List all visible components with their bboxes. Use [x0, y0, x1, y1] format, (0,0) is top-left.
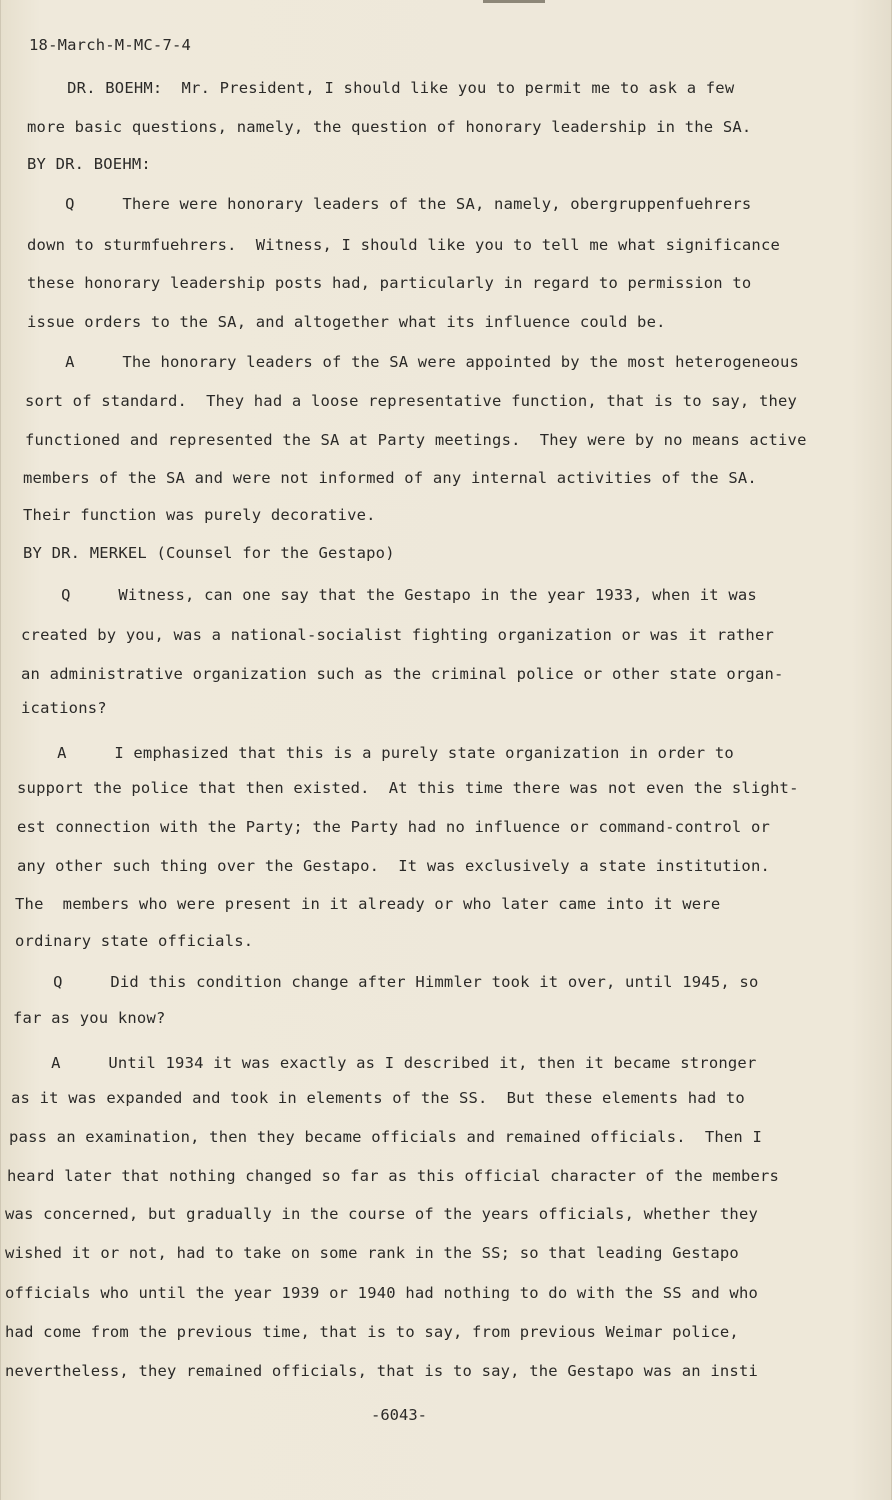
transcript-line: any other such thing over the Gestapo. It was exclusively a state institution.: [17, 857, 771, 875]
transcript-line: Q There were honorary leaders of the SA, namely, obergruppenfuehrers: [27, 195, 752, 213]
transcript-line: members of the SA and were not informed of any internal activities of the SA.: [23, 469, 757, 487]
header-reference: 18-March-M-MC-7-4: [29, 36, 192, 54]
transcript-line: ications?: [21, 699, 107, 717]
transcript-line: ordinary state officials.: [15, 932, 254, 950]
transcript-line: Q Did this condition change after Himmler took it over, until 1945, so: [15, 973, 759, 991]
transcript-line: A The honorary leaders of the SA were appointed by the most heterogeneous: [27, 353, 800, 371]
transcript-line: The members who were present in it already or who later came into it were: [15, 895, 721, 913]
transcript-line: BY DR. MERKEL (Counsel for the Gestapo): [23, 544, 395, 562]
transcript-line: Their function was purely decorative.: [23, 506, 376, 524]
transcript-line: nevertheless, they remained officials, that is to say, the Gestapo was an insti: [5, 1362, 759, 1380]
transcript-line: created by you, was a national-socialist fighting organization or was it rather: [21, 626, 775, 644]
transcript-line: pass an examination, then they became officials and remained officials. Then I: [9, 1128, 763, 1146]
transcript-line: down to sturmfuehrers. Witness, I should like you to tell me what significance: [27, 236, 781, 254]
transcript-line: A I emphasized that this is a purely state organization in order to: [19, 744, 734, 762]
transcript-line: more basic questions, namely, the question of honorary leadership in the SA.: [27, 118, 752, 136]
transcript-line: A Until 1934 it was exactly as I described it, then it became stronger: [13, 1054, 757, 1072]
transcript-line: officials who until the year 1939 or 1940 had nothing to do with the SS and who: [5, 1284, 759, 1302]
transcript-line: was concerned, but gradually in the course of the years officials, whether they: [5, 1205, 759, 1223]
transcript-line: as it was expanded and took in elements of the SS. But these elements had to: [11, 1089, 745, 1107]
transcript-line: functioned and represented the SA at Party meetings. They were by no means active: [25, 431, 807, 449]
transcript-line: issue orders to the SA, and altogether what its influence could be.: [27, 313, 666, 331]
transcript-line: DR. BOEHM: Mr. President, I should like you to permit me to ask a few: [29, 79, 735, 97]
transcript-line: sort of standard. They had a loose representative function, that is to say, they: [25, 392, 798, 410]
transcript-line: heard later that nothing changed so far as this official character of the members: [7, 1167, 780, 1185]
page-top-mark: [483, 0, 545, 3]
transcript-line: had come from the previous time, that is to say, from previous Weimar police,: [5, 1323, 739, 1341]
transcript-line: wished it or not, had to take on some rank in the SS; so that leading Gestapo: [5, 1244, 739, 1262]
transcript-line: an administrative organization such as the criminal police or other state organ-: [21, 665, 784, 683]
transcript-line: these honorary leadership posts had, particularly in regard to permission to: [27, 274, 752, 292]
page-number: -6043-: [371, 1406, 427, 1424]
transcript-line: support the police that then existed. At this time there was not even the slight-: [17, 779, 799, 797]
transcript-line: est connection with the Party; the Party had no influence or command-control or: [17, 818, 771, 836]
transcript-line: Q Witness, can one say that the Gestapo in the year 1933, when it was: [23, 586, 757, 604]
transcript-line: BY DR. BOEHM:: [27, 155, 151, 173]
transcript-line: far as you know?: [13, 1009, 166, 1027]
